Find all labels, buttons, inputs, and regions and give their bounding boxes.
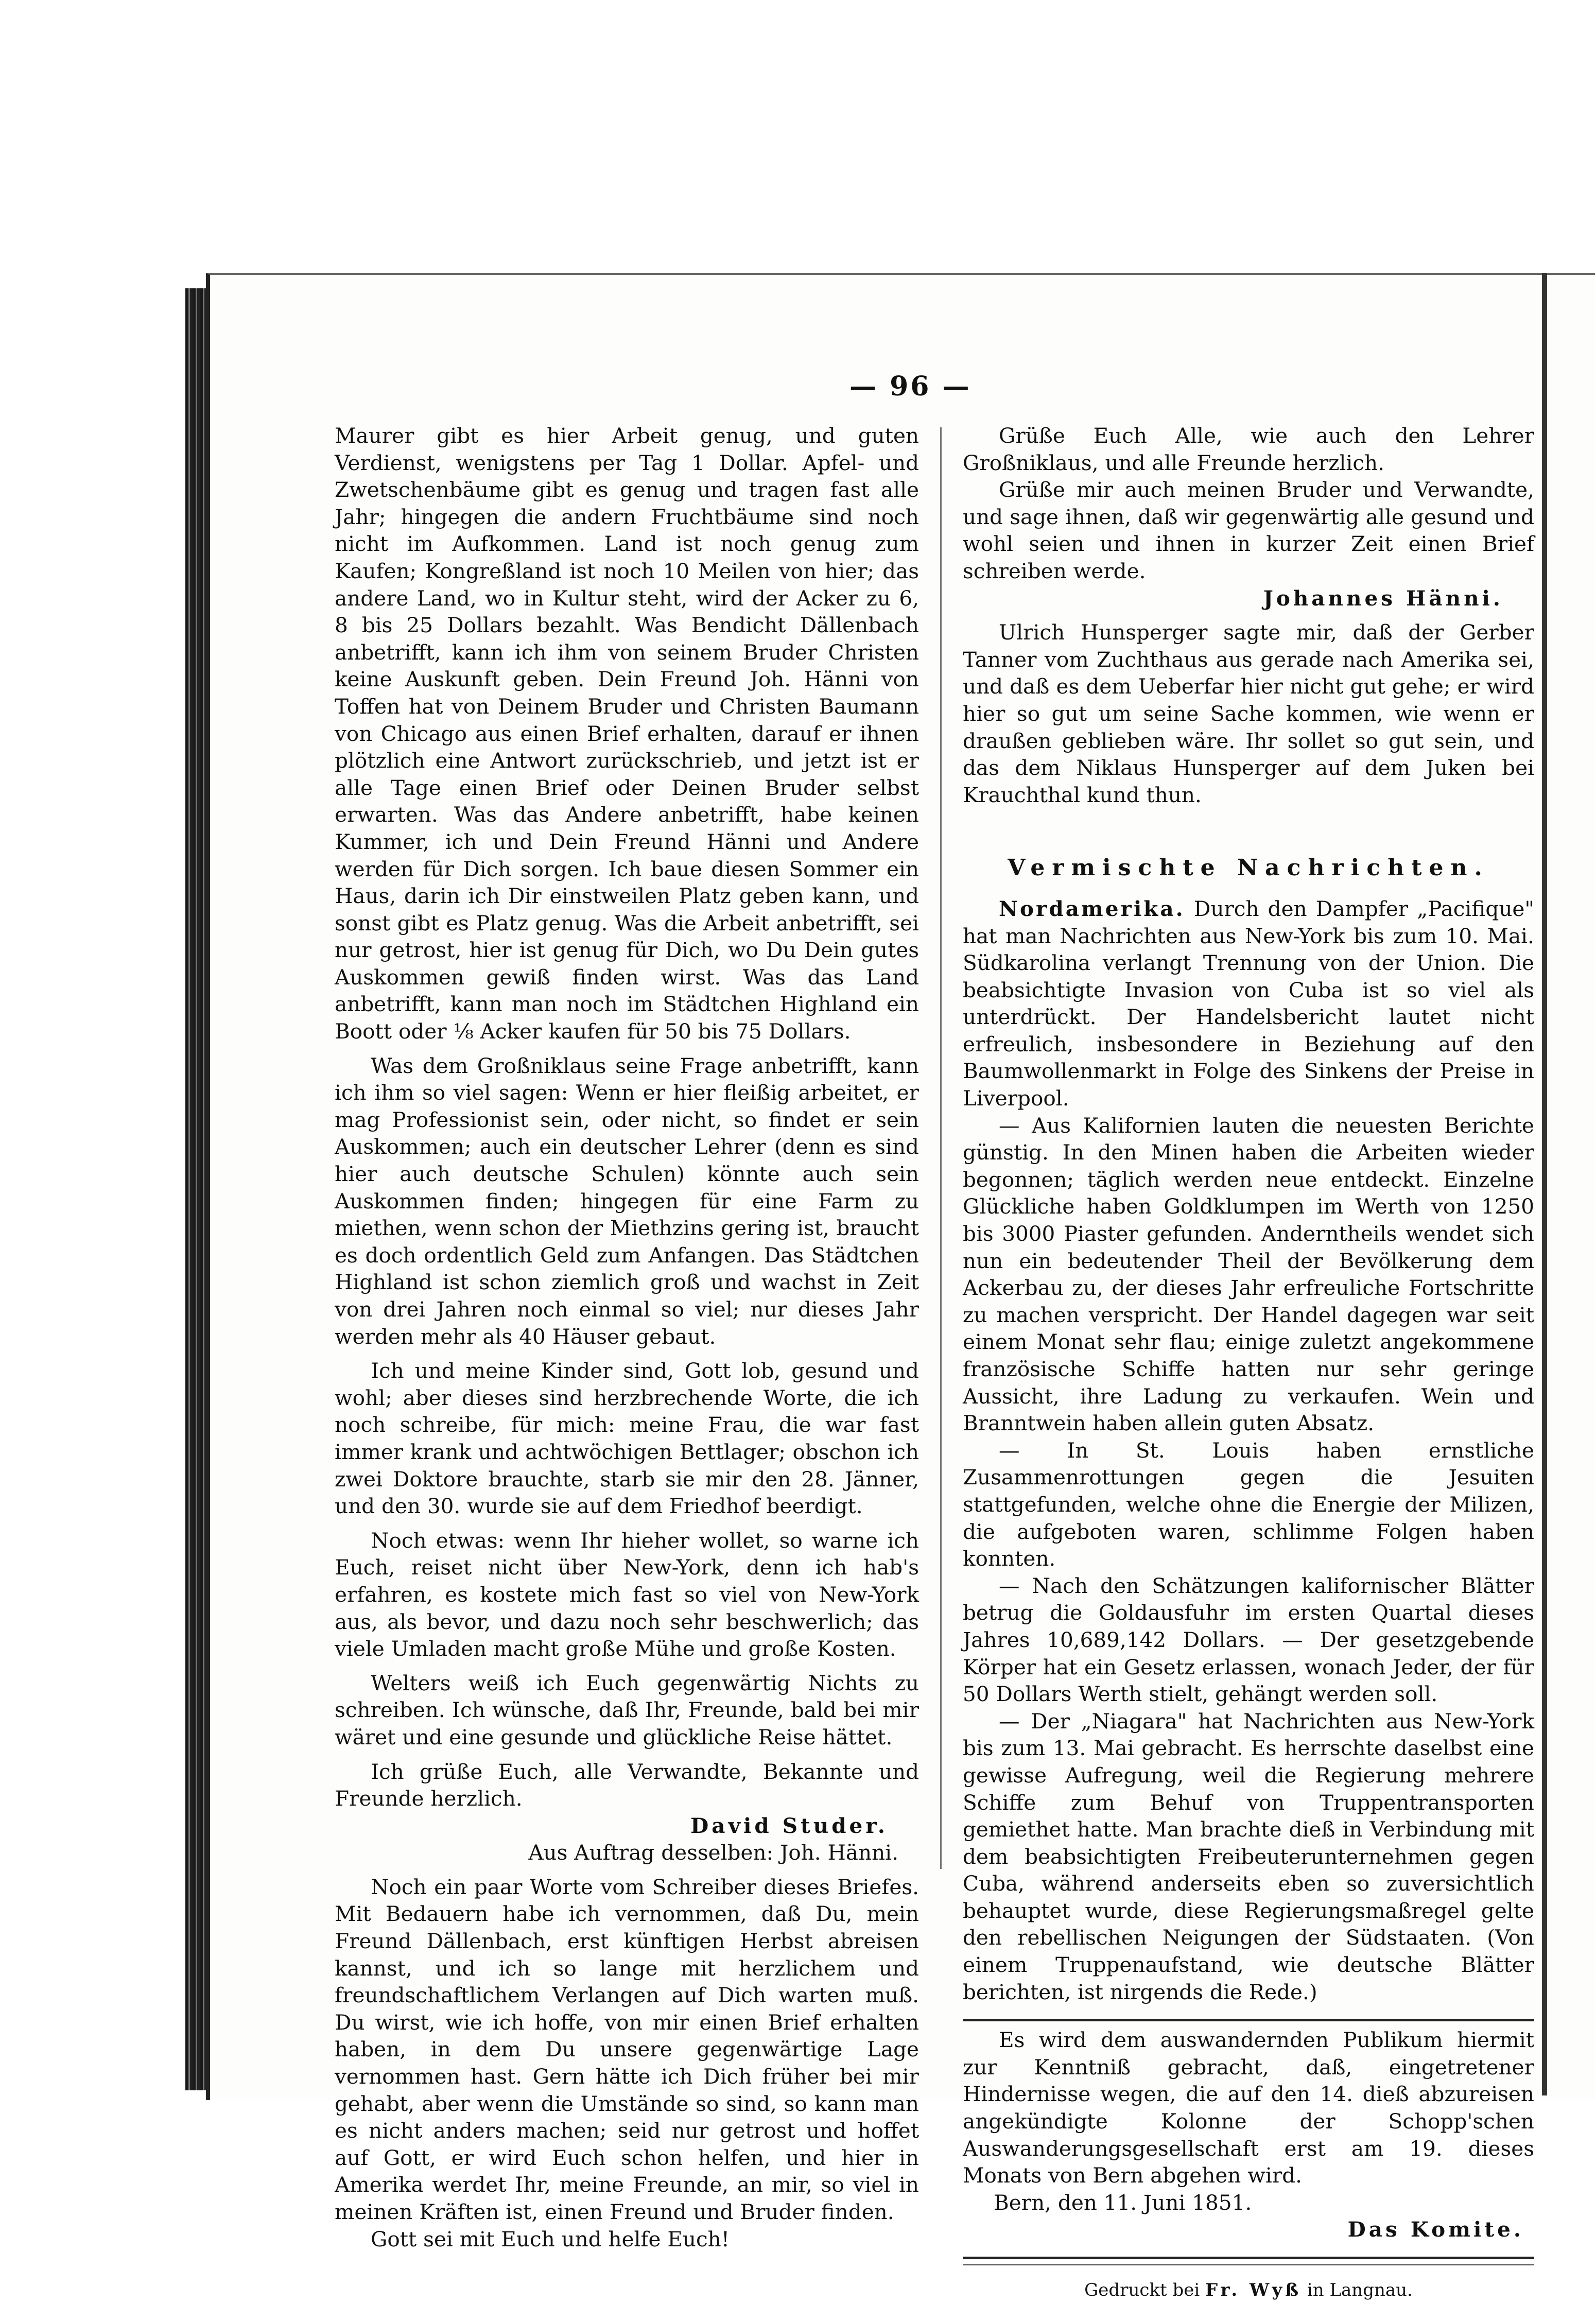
letter-end-paragraph-1: Grüße Euch Alle, wie auch den Lehrer Großniklaus, und alle Freunde herzlich.: [963, 423, 1534, 475]
page-number: — 96 —: [849, 371, 972, 402]
letter-end-paragraph-2: Grüße mir auch meinen Bruder und Verwandte, und sage ihnen, daß wir gegenwärtig alle gesund und wohl seien und ihnen in kurzer Zeit einen Brief schreiben werde.: [963, 477, 1534, 583]
letter-paragraph-2: Was dem Großniklaus seine Frage anbetrifft, kann ich ihm so viel sagen: Wenn er hier fleißig arbeitet, er mag Professionist sein, oder nicht, so findet er sein Auskommen; auch ein deutscher Lehrer (denn es sind hier auch deutsche Schulen) könnte auch sein Auskommen finden; hingegen für eine Farm zu miethen, wenn schon der Miethzins gering ist, braucht es doch ordentlich Geld zum Anfangen. Das Städtchen Highland ist schon ziemlich groß und wachst in Zeit von drei Jahren noch einmal so viel; nur dieses Jahr werden mehr als 40 Häuser gebaut.: [335, 1053, 919, 1349]
postscript-paragraph-1: Noch ein paar Worte vom Schreiber dieses Briefes. Mit Bedauern habe ich vernommen, daß Du, mein Freund Dällenbach, erst künftigen Herbst abreisen kannst, und ich so lange mit herzlichem und freundschaftlichem Verlangen auf Dich warten muß. Du wirst, wie ich hoffe, von mir einen Brief erhalten haben, in dem Du unsere gegenwärtige Lage vernommen hast. Gern hätte ich Dich früher bei mir gehabt, aber wenn die Umstände so sind, so kann man es nicht anders machen; seid nur getrost und hoffet auf Gott, er wird Euch schon helfen, und hier in Amerika werdet Ihr, meine Freunde, an mir, so viel in meinen Kräften ist, einen Freund und Bruder finden.: [335, 1874, 919, 2224]
news-item-4: — Nach den Schätzungen kalifornischer Blätter betrug die Goldausfuhr im ersten Quartal dieses Jahres 10,689,142 Dollars. — Der gesetzgebende Körper hat ein Gesetz erlassen, wonach Jeder, der für 50 Dollars Werth stielt, gehängt werden soll.: [963, 1573, 1534, 1707]
letter-paragraph-5: Welters weiß ich Euch gegenwärtig Nichts zu schreiben. Ich wünsche, daß Ihr, Freunde, bald bei mir wäret und eine gesunde und glückliche Reise hättet.: [335, 1670, 919, 1749]
news-section-title: Vermischte Nachrichten.: [1008, 855, 1489, 881]
letter-signature: David Studer.: [690, 1813, 888, 1838]
letter-end-note: Ulrich Hunsperger sagte mir, daß der Gerber Tanner vom Zuchthaus aus gerade nach Amerika sei, und daß es dem Ueberfar hier nicht gut gehe; er wird hier so gut um seine Sache kommen, wie wenn er draußen geblieben wäre. Ihr sollet so gut sein, und das dem Niklaus Hunsperger auf dem Juken bei Krauchthal kund thun.: [963, 620, 1534, 807]
notice-text: Es wird dem auswandernden Publikum hiermit zur Kenntniß gebracht, daß, eingetretener Hindernisse wegen, die auf den 14. dieß abzureisen angekündigte Kolonne der Schopp'schen Auswanderungsgesellschaft erst am 19. dieses Monats von Bern abgehen wird.: [963, 2028, 1534, 2188]
right-column: [963, 422, 1534, 2304]
news-lead: Nordamerika.: [999, 896, 1185, 921]
imprint-printer: Fr. Wyß: [1205, 2280, 1302, 2300]
news-item-3: — In St. Louis haben ernstliche Zusammenrottungen gegen die Jesuiten stattgefunden, welche ohne die Energie der Milizen, die aufgeboten waren, schlimme Folgen haben konnten.: [963, 1437, 1534, 1571]
column-divider: [940, 427, 942, 1869]
page-right-edge: [1542, 273, 1547, 2095]
letter-paragraph-3: Ich und meine Kinder sind, Gott lob, gesund und wohl; aber dieses sind herzbrechende Worte, die ich noch schreibe, für mich: meine Frau, die war fast immer krank und achtwöchigen Bettlager; obschon ich zwei Doktore brauchte, starb sie mir den 28. Jänner, und den 30. wurde sie auf dem Friedhof beerdigt.: [335, 1358, 919, 1519]
news-item-1: [963, 895, 1534, 1112]
left-column: [335, 422, 919, 2253]
letter-on-behalf: Aus Auftrag desselben: Joh. Hänni.: [528, 1840, 898, 1865]
imprint-suffix: in Langnau.: [1307, 2280, 1413, 2300]
imprint-rule: [963, 2257, 1534, 2259]
news-item-5: — Der „Niagara" hat Nachrichten aus New-York bis zum 13. Mai gebracht. Es herrschte daselbst eine gewisse Aufregung, weil die Regierung mehrere Schiffe zum Behuf von Truppentransporten gemiethet hatte. Man brachte dieß in Verbindung mit dem beabsichtigten Freibeuterunternehmen gegen Cuba, während anderseits eben so zuversichtlich behauptet wurde, diese Regierungsmaßregel gelte den rebellischen Neigungen der Südstaaten. (Von einem Truppenaufstand, wie deutsche Blätter berichten, ist nirgends die Rede.): [963, 1708, 1534, 2004]
imprint-prefix: Gedruckt bei: [1084, 2280, 1200, 2300]
imprint-rule-thin: [963, 2264, 1534, 2265]
notice-date: Bern, den 11. Juni 1851.: [994, 2190, 1252, 2215]
notice-signature: Das Komite.: [1347, 2217, 1524, 2242]
news-item-2: — Aus Kalifornien lauten die neuesten Berichte günstig. In den Minen haben die Arbeiten wieder begonnen; täglich werden neue entdeckt. Einzelne Glückliche haben Goldklumpen im Werth von 1250 bis 3000 Piaster gefunden. Anderntheils wendet sich nun ein bedeutender Theil der Bevölkerung dem Ackerbau zu, der dieses Jahr erfreuliche Fortschritte zu machen verspricht. Der Handel dagegen war seit einem Monat sehr flau; einige zuletzt angekommene französische Schiffe hatten nur sehr geringe Aussicht, ihre Ladung zu verkaufen. Wein und Branntwein haben allein guten Absatz.: [963, 1113, 1534, 1436]
news-item-1-text: Durch den Dampfer „Pacifique" hat man Nachrichten aus New-York bis zum 10. Mai. Südkarolina verlangt Trennung von der Union. Die beabsichtigte Invasion von Cuba ist so viel als unterdrückt. Der Handelsbericht lautet nicht erfreulich, insbesondere in Beziehung auf den Baumwollenmarkt in Folge des Sinkens der Preise in Liverpool.: [963, 896, 1535, 1111]
postscript-closing: Gott sei mit Euch und helfe Euch!: [371, 2226, 730, 2251]
letter-paragraph-1: Maurer gibt es hier Arbeit genug, und guten Verdienst, wenigstens per Tag 1 Dollar. Apfel- und Zwetschenbäume gibt es genug und tragen fast alle Jahr; hingegen die andern Fruchtbäume sind noch nicht im Aufkommen. Land ist noch genug zum Kaufen; Kongreßland ist noch 10 Meilen von hier; das andere Land, wo in Kultur steht, wird der Acker zu 6, 8 bis 25 Dollars bezahlt. Was Bendicht Dällenbach anbetrifft, kann ich ihm von seinem Bruder Christen keine Auskunft geben. Dein Freund Joh. Hänni von Toffen hat von Deinem Bruder und Christen Baumann von Chicago aus einen Brief erhalten, darauf er ihnen plötzlich eine Antwort zurückschrieb, und jetzt ist er alle Tage einen Brief oder Deinen Bruder selbst erwarten. Was das Andere anbetrifft, habe keinen Kummer, ich und Dein Freund Hänni und Andere werden für Dich sorgen. Ich baue diesen Sommer ein Haus, darin ich Dir einstweilen Platz geben kann, und sonst gibt es Platz genug. Was die Arbeit anbetrifft, sei nur getrost, hier ist genug für Dich, wo Du Dein gutes Auskommen gewiß finden wirst. Was das Land anbetrifft, kann man noch im Städtchen Highland ein Boott oder ⅛ Acker kaufen für 50 bis 75 Dollars.: [335, 423, 919, 1044]
imprint-line: [963, 2277, 1534, 2304]
letter-greeting: Ich grüße Euch, alle Verwandte, Bekannte und Freunde herzlich.: [335, 1759, 919, 1811]
notice-rule-top: [963, 2019, 1534, 2021]
letter-end-signature: Johannes Hänni.: [1263, 585, 1503, 611]
letter-paragraph-4: Noch etwas: wenn Ihr hieher wollet, so warne ich Euch, reiset nicht über New-York, denn ich hab's erfahren, es kostete mich fast so viel von New-York aus, als bevor, und dazu noch sehr beschwerlich; das viele Umladen macht große Mühe und große Kosten.: [335, 1528, 919, 1661]
